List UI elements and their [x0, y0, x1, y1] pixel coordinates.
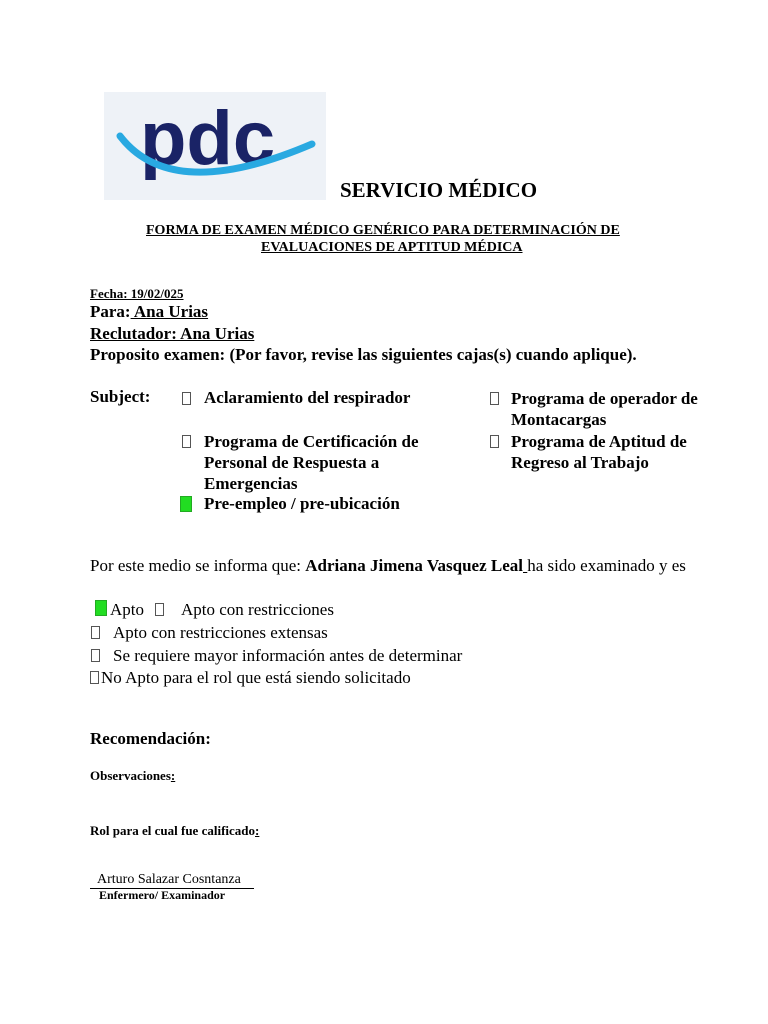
checkbox-regreso-trabajo[interactable]: [490, 435, 499, 448]
para-value: Ana Urias: [130, 302, 209, 321]
option-emergencias-line-1: Programa de Certificación de: [204, 432, 419, 451]
result-apto-restricciones-label: Apto con restricciones: [181, 600, 334, 619]
checkbox-no-apto[interactable]: [90, 671, 99, 684]
reclutador-field: Reclutador: Ana Urias: [90, 324, 255, 343]
checkbox-restricciones-extensas[interactable]: [91, 626, 100, 639]
statement-prefix: Por este medio se informa que:: [90, 556, 306, 575]
observaciones-label: [90, 768, 175, 784]
option-montacargas-line-1: Programa de operador de: [511, 389, 698, 408]
result-apto-label: Apto: [110, 600, 144, 619]
form-title-line-1: FORMA DE EXAMEN MÉDICO GENÉRICO PARA DETERMINACIÓN DE: [146, 223, 620, 238]
pdc-logo: [112, 96, 322, 196]
result-mayor-informacion-label: Se requiere mayor información antes de determinar: [113, 646, 463, 665]
rol-colon: :: [255, 823, 260, 838]
option-respirador-label: Aclaramiento del respirador: [204, 388, 411, 407]
logo-text: pdc: [140, 96, 276, 181]
option-montacargas-label: [511, 388, 698, 430]
checkbox-apto-restricciones[interactable]: [155, 603, 164, 616]
result-restricciones-extensas-label: Apto con restricciones extensas: [113, 623, 328, 642]
checkbox-apto[interactable]: [95, 600, 107, 616]
option-regreso-line-1: Programa de Aptitud de: [511, 432, 687, 451]
para-field: [90, 302, 208, 322]
checkbox-montacargas[interactable]: [490, 392, 499, 405]
proposito-text: Proposito examen: (Por favor, revise las siguientes cajas(s) cuando aplique).: [90, 345, 637, 364]
service-title: SERVICIO MÉDICO: [340, 178, 538, 202]
option-regreso-label: [511, 431, 687, 473]
result-no-apto-label: No Apto para el rol que está siendo solicitado: [101, 668, 411, 687]
examinee-name: Adriana Jimena Vasquez Leal: [305, 556, 524, 575]
rol-label: [90, 823, 259, 839]
option-pre-empleo-label: Pre-empleo / pre-ubicación: [204, 494, 400, 513]
recomendacion-title: Recomendación:: [90, 729, 211, 748]
examiner-name: Arturo Salazar Cosntanza: [90, 872, 254, 889]
subject-label: Subject:: [90, 387, 151, 406]
checkbox-respirador[interactable]: [182, 392, 191, 405]
statement-line: [90, 556, 686, 576]
observaciones-text: Observaciones: [90, 768, 171, 783]
option-emergencias-line-2: Personal de Respuesta a: [204, 453, 380, 472]
examiner-role: Enfermero/ Examinador: [99, 888, 226, 902]
option-montacargas-line-2: Montacargas: [511, 410, 607, 429]
option-emergencias-line-3: Emergencias: [204, 474, 298, 493]
statement-suffix: ha sido examinado y es: [527, 556, 686, 575]
para-label: Para:: [90, 302, 131, 321]
observaciones-colon: :: [170, 768, 176, 783]
checkbox-mayor-informacion[interactable]: [91, 649, 100, 662]
option-regreso-line-2: Regreso al Trabajo: [511, 453, 649, 472]
checkbox-pre-empleo[interactable]: [180, 496, 192, 512]
option-emergencias-label: [204, 431, 418, 494]
rol-text: Rol para el cual fue calificado: [90, 823, 256, 838]
checkbox-emergencias[interactable]: [182, 435, 191, 448]
form-title-line-2: EVALUACIONES DE APTITUD MÉDICA: [261, 240, 523, 255]
fecha-field: Fecha: 19/02/025: [90, 286, 184, 301]
